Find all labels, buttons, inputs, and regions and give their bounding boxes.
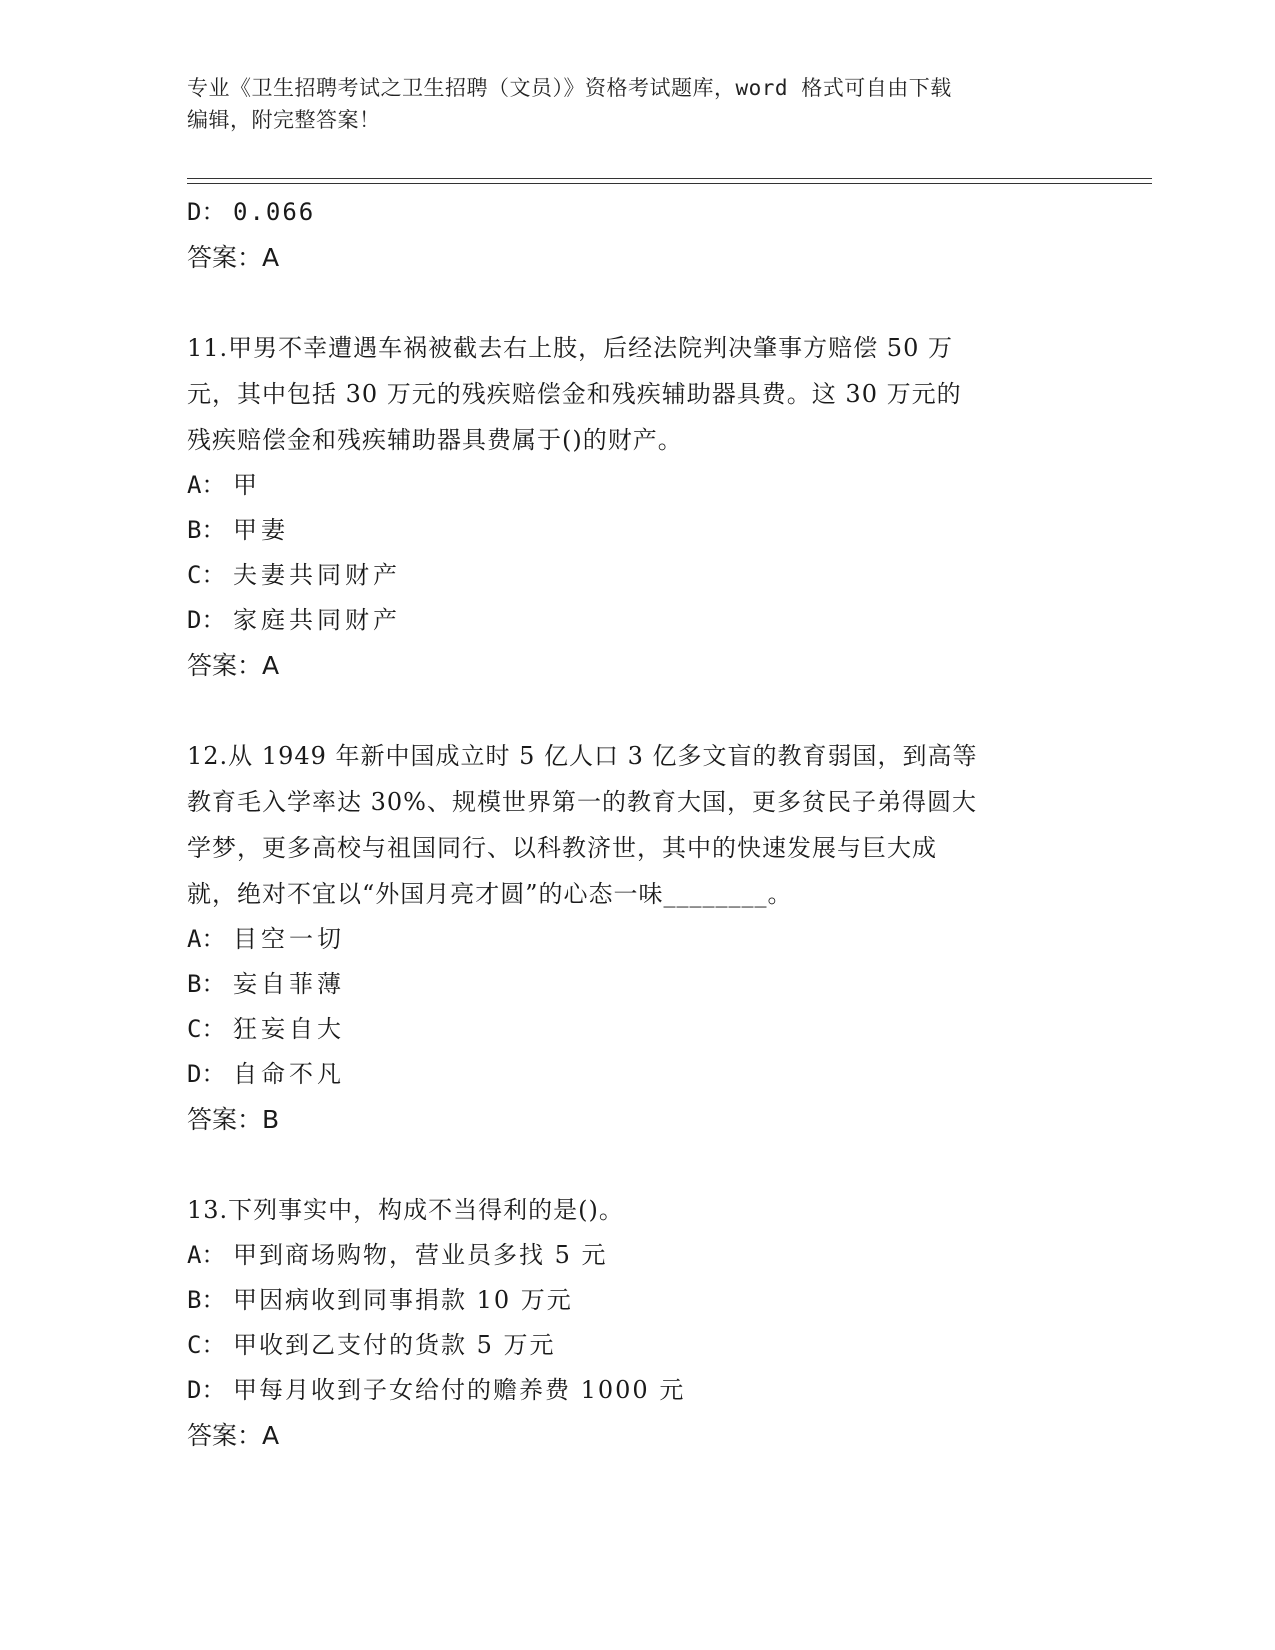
stem-line: 元，其中包括 30 万元的残疾赔偿金和残疾辅助器具费。这 30 万元的	[187, 380, 962, 408]
option-c	[187, 1007, 1087, 1052]
option-key: D：	[187, 1060, 226, 1088]
option-text: 甲到商场购物，营业员多找 5 元	[233, 1241, 608, 1269]
question-11	[187, 325, 1087, 689]
option-text: 0.066	[233, 198, 316, 226]
stem-line: 学梦，更多高校与祖国同行、以科教济世，其中的快速发展与巨大成	[187, 834, 937, 862]
spacer	[187, 689, 1087, 733]
option-a	[187, 1233, 1087, 1278]
option-text: 妄自菲薄	[233, 970, 345, 998]
stem-line: 教育毛入学率达 30%、规模世界第一的教育大国，更多贫民子弟得圆大	[187, 788, 977, 816]
header-divider-bottom	[187, 183, 1152, 184]
option-b	[187, 962, 1087, 1007]
question-list	[187, 190, 1087, 1459]
header-line-2: 编辑，附完整答案！	[187, 108, 381, 132]
option-key: C：	[187, 1015, 226, 1043]
option-key: C：	[187, 561, 226, 589]
option-text: 目空一切	[233, 925, 345, 953]
option-text: 狂妄自大	[233, 1015, 345, 1043]
option-b	[187, 508, 1087, 553]
previous-question-tail	[187, 190, 1087, 281]
stem-line: 12.从 1949 年新中国成立时 5 亿人口 3 亿多文盲的教育弱国，到高等	[187, 742, 978, 770]
stem-line: 就，绝对不宜以“外国月亮才圆”的心态一味________。	[187, 880, 793, 908]
option-key: B：	[187, 1286, 226, 1314]
option-text: 自命不凡	[233, 1060, 345, 1088]
question-stem	[187, 733, 1067, 917]
option-text: 家庭共同财产	[233, 606, 401, 634]
stem-line: 11.甲男不幸遭遇车祸被截去右上肢，后经法院判决肇事方赔偿 50 万	[187, 334, 953, 362]
header-line-1: 专业《卫生招聘考试之卫生招聘（文员）》资格考试题库，word 格式可自由下载	[187, 76, 952, 100]
stem-line: 残疾赔偿金和残疾辅助器具费属于()的财产。	[187, 426, 683, 454]
option-key: A：	[187, 1241, 226, 1269]
option-key: B：	[187, 970, 226, 998]
option-b	[187, 1278, 1087, 1323]
page-header	[187, 72, 1067, 136]
option-a	[187, 917, 1087, 962]
option-key: D：	[187, 1376, 226, 1404]
question-12	[187, 733, 1087, 1143]
option-key: A：	[187, 925, 226, 953]
question-stem	[187, 1187, 1067, 1233]
option-key: D：	[187, 606, 226, 634]
option-key: D：	[187, 198, 226, 226]
option-d	[187, 1368, 1087, 1413]
option-text: 甲收到乙支付的货款 5 万元	[233, 1331, 556, 1359]
option-key: A：	[187, 471, 226, 499]
question-13	[187, 1187, 1087, 1459]
option-key: B：	[187, 516, 226, 544]
question-stem	[187, 325, 1067, 463]
option-c	[187, 553, 1087, 598]
answer-line: 答案：A	[187, 243, 280, 272]
option-text: 甲妻	[233, 516, 289, 544]
option-d	[187, 598, 1087, 643]
option-text: 夫妻共同财产	[233, 561, 401, 589]
option-a	[187, 463, 1087, 508]
header-divider-top	[187, 178, 1152, 179]
option-text: 甲因病收到同事捐款 10 万元	[233, 1286, 573, 1314]
spacer	[187, 1143, 1087, 1187]
option-key: C：	[187, 1331, 226, 1359]
stem-line: 13.下列事实中，构成不当得利的是()。	[187, 1196, 624, 1224]
option-d	[187, 1052, 1087, 1097]
option-text: 甲	[233, 471, 261, 499]
option-c	[187, 1323, 1087, 1368]
option-d	[187, 190, 1087, 235]
answer-line: 答案：B	[187, 1105, 280, 1134]
option-text: 甲每月收到子女给付的赡养费 1000 元	[233, 1376, 686, 1404]
spacer	[187, 281, 1087, 325]
answer-line: 答案：A	[187, 651, 280, 680]
answer-line: 答案：A	[187, 1421, 280, 1450]
